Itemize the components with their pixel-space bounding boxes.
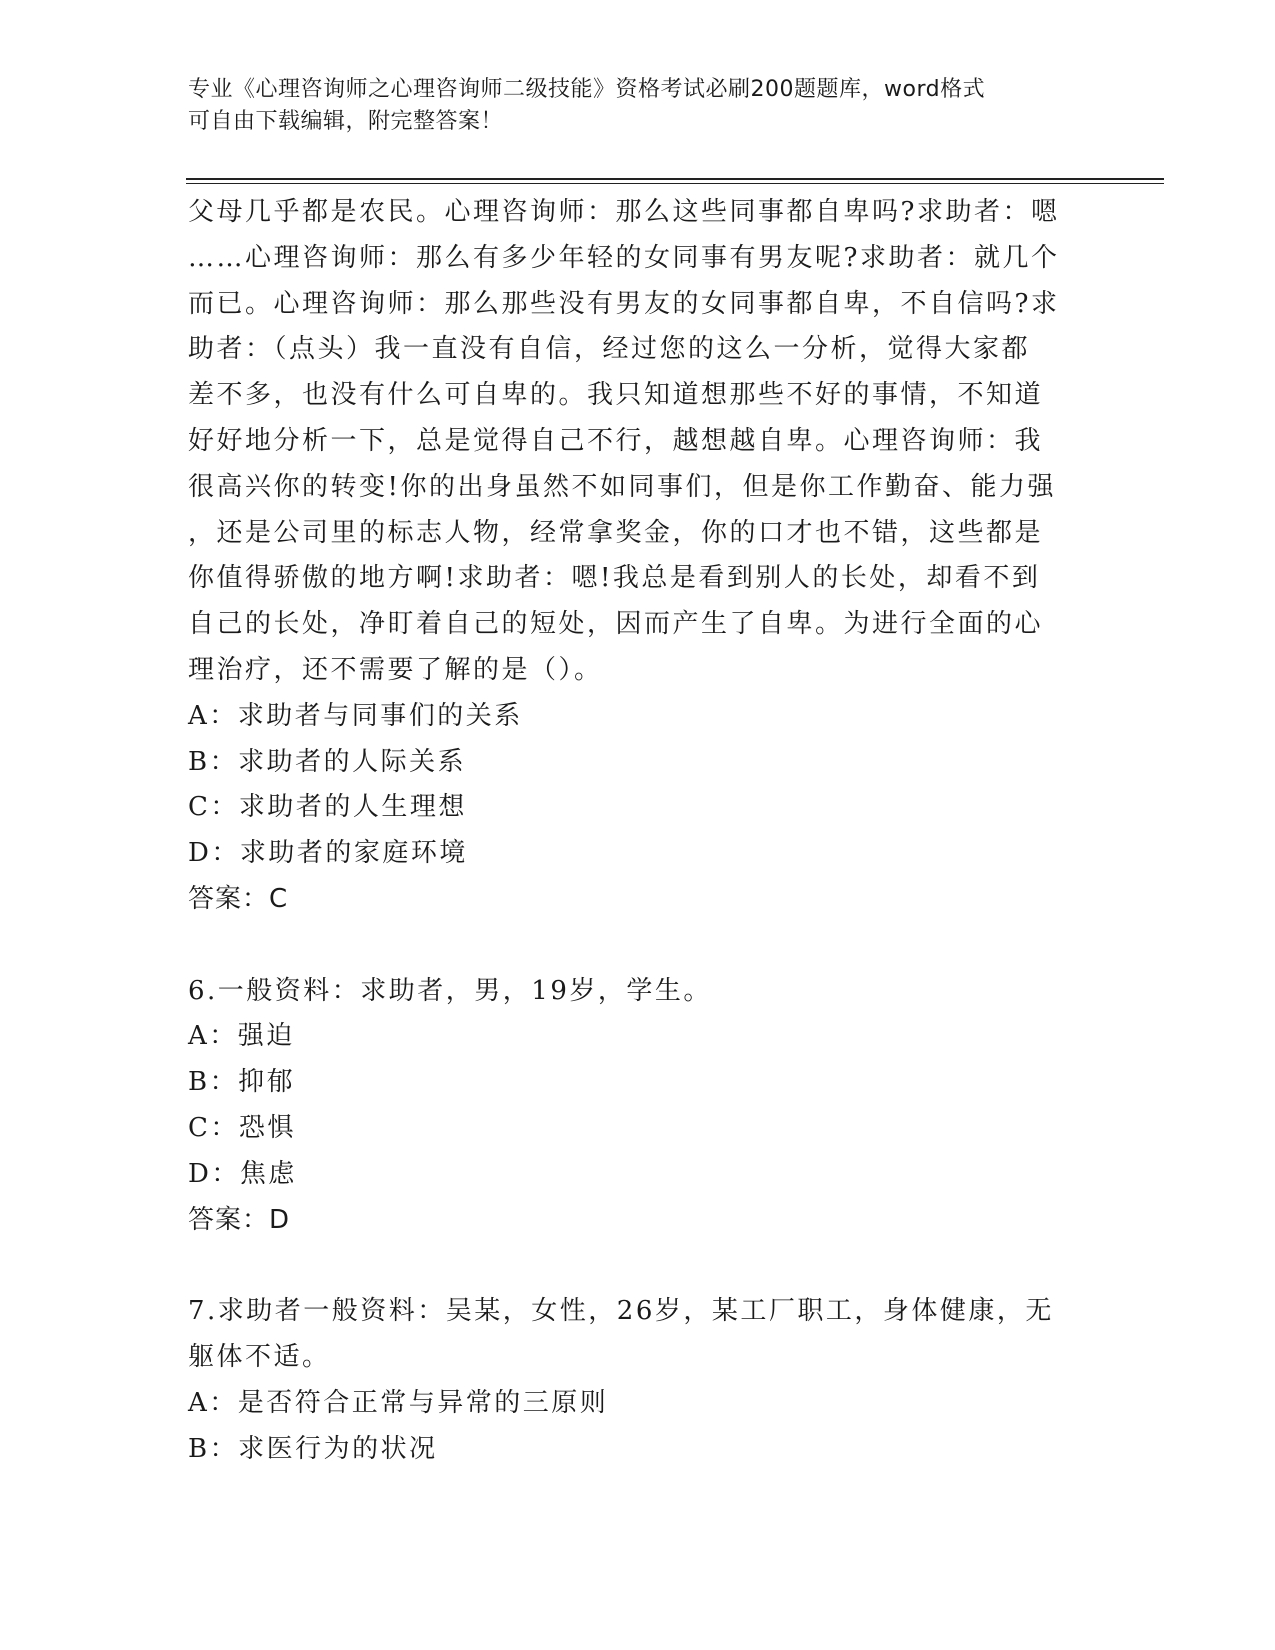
answer: 答案：D — [188, 1204, 291, 1235]
question-text-line: 理治疗，还不需要了解的是（）。 — [188, 654, 603, 685]
option-d: D：求助者的家庭环境 — [188, 838, 468, 869]
question-text-line: 很高兴你的转变!你的出身虽然不如同事们，但是你工作勤奋、能力强 — [188, 471, 1056, 502]
answer: 答案：C — [188, 883, 289, 914]
question-text-line: 父母几乎都是农民。心理咨询师：那么这些同事都自卑吗?求助者：嗯 — [188, 197, 1060, 227]
question-text-line: 自己的长处，净盯着自己的短处，因而产生了自卑。为进行全面的心 — [188, 609, 1044, 640]
option-c: C：求助者的人生理想 — [188, 792, 467, 823]
option-a: A：强迫 — [188, 1021, 295, 1052]
question-7 — [188, 1289, 1088, 1472]
header-line-2: 可自由下载编辑，附完整答案！ — [188, 109, 504, 134]
header-line-1: 专业《心理咨询师之心理咨询师二级技能》资格考试必刷200题题库，word格式 — [188, 77, 986, 102]
question-text-line: 躯体不适。 — [188, 1341, 331, 1372]
question-6 — [188, 969, 1088, 1244]
option-b: B：抑郁 — [188, 1067, 296, 1098]
question-text-line: 好好地分析一下，总是觉得自己不行，越想越自卑。心理咨询师：我 — [188, 425, 1044, 456]
spacer — [188, 923, 1088, 969]
option-b: B：求医行为的状况 — [188, 1433, 438, 1464]
option-a: A：求助者与同事们的关系 — [188, 700, 523, 731]
option-d: D：焦虑 — [188, 1158, 297, 1189]
question-5 — [188, 190, 1088, 923]
question-stem: 6.一般资料：求助者，男，19岁，学生。 — [188, 975, 712, 1006]
question-text-line: 差不多，也没有什么可自卑的。我只知道想那些不好的事情，不知道 — [188, 380, 1044, 411]
option-a: A：是否符合正常与异常的三原则 — [188, 1387, 609, 1418]
question-text-line: 7.求助者一般资料：吴某，女性，26岁，某工厂职工，身体健康，无 — [188, 1296, 1054, 1327]
spacer — [188, 1243, 1088, 1289]
option-c: C：恐惧 — [188, 1112, 296, 1143]
header-divider-thin — [186, 183, 1164, 184]
header-divider-thick — [186, 178, 1164, 180]
question-text-line: ……心理咨询师：那么有多少年轻的女同事有男友呢?求助者：就几个 — [188, 242, 1060, 273]
question-text-line: 你值得骄傲的地方啊!求助者：嗯!我总是看到别人的长处，却看不到 — [188, 563, 1041, 594]
document-body — [188, 190, 1088, 1472]
question-text-line: 助者：（点头）我一直没有自信，经过您的这么一分析，觉得大家都 — [188, 334, 1031, 365]
question-text-line: ，还是公司里的标志人物，经常拿奖金，你的口才也不错，这些都是 — [188, 517, 1044, 548]
document-header — [188, 74, 1088, 138]
question-text-line: 而已。心理咨询师：那么那些没有男友的女同事都自卑，不自信吗?求 — [188, 288, 1060, 319]
option-b: B：求助者的人际关系 — [188, 746, 467, 777]
